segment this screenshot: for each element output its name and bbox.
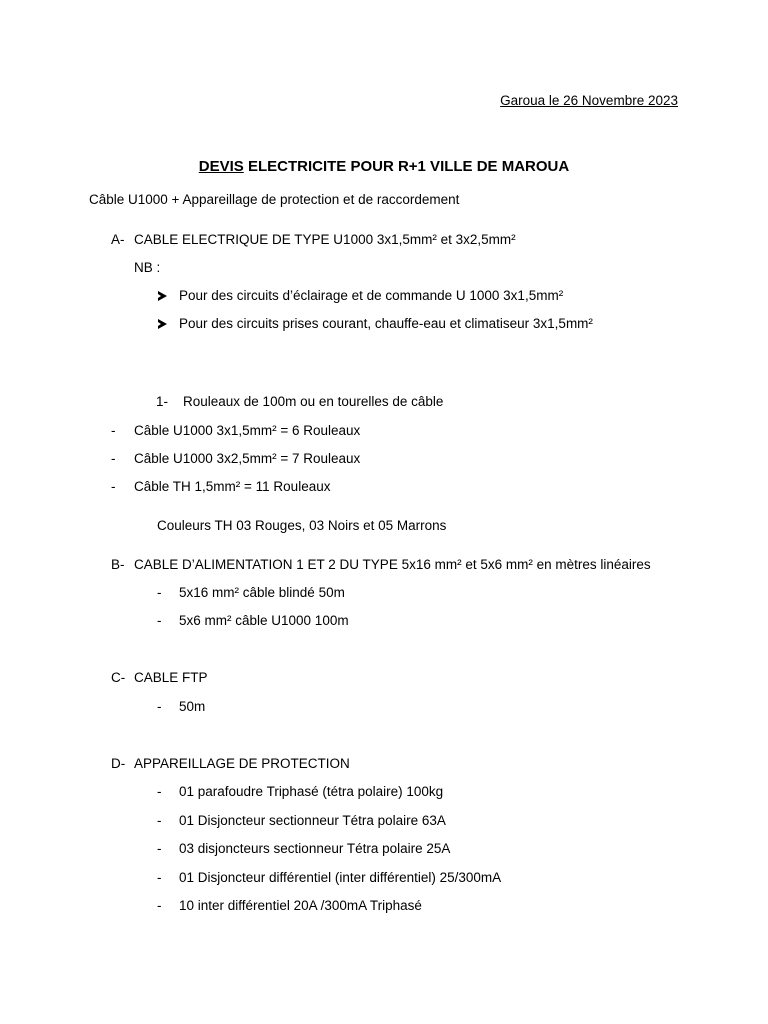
- dash-marker: -: [157, 613, 162, 628]
- dash-marker: -: [157, 898, 162, 913]
- subsection-1-marker: 1-: [156, 394, 169, 409]
- list-item: 10 inter différentiel 20A /300mA Triphasé: [179, 898, 422, 913]
- dash-marker: -: [157, 813, 162, 828]
- section-b-heading: CABLE D’ALIMENTATION 1 ET 2 DU TYPE 5x16 mm² et 5x6 mm² en mètres linéaires: [134, 557, 651, 572]
- section-a-bullet: Pour des circuits prises courant, chauffe-eau et climatiseur 3x1,5mm²: [179, 316, 593, 331]
- section-a-bullet: Pour des circuits d’éclairage et de commande U 1000 3x1,5mm²: [179, 288, 564, 303]
- dash-marker: -: [157, 699, 162, 714]
- list-item: Câble U1000 3x2,5mm² = 7 Rouleaux: [134, 451, 361, 466]
- section-d-marker: D-: [111, 756, 126, 771]
- list-item: 50m: [179, 699, 206, 714]
- list-item: 03 disjoncteurs sectionneur Tétra polaire 25A: [179, 841, 451, 856]
- list-item: 01 parafoudre Triphasé (tétra polaire) 100kg: [179, 784, 444, 799]
- list-item: 5x16 mm² câble blindé 50m: [179, 585, 345, 600]
- dash-marker: -: [157, 841, 162, 856]
- list-item: 01 Disjoncteur sectionneur Tétra polaire 63A: [179, 813, 446, 828]
- arrow-bullet-icon: [158, 319, 167, 329]
- section-b-marker: B-: [111, 557, 125, 572]
- section-c-marker: C-: [111, 670, 126, 685]
- dash-marker: -: [111, 423, 116, 438]
- title-underlined-word: DEVIS: [198, 158, 244, 175]
- document-subtitle: Câble U1000 + Appareillage de protection et de raccordement: [89, 192, 460, 207]
- title-rest: ELECTRICITE POUR R+1 VILLE DE MAROUA: [243, 158, 570, 175]
- document-title: [0, 159, 768, 175]
- dash-marker: -: [111, 451, 116, 466]
- section-a-nb: NB :: [134, 260, 161, 275]
- colors-note: Couleurs TH 03 Rouges, 03 Noirs et 05 Marrons: [157, 518, 447, 533]
- dash-marker: -: [157, 870, 162, 885]
- section-d-heading: APPAREILLAGE DE PROTECTION: [134, 756, 350, 771]
- dash-marker: -: [157, 784, 162, 799]
- arrow-bullet-icon: [158, 291, 167, 301]
- section-a-marker: A-: [111, 232, 125, 247]
- list-item: Câble U1000 3x1,5mm² = 6 Rouleaux: [134, 423, 361, 438]
- section-a-heading: CABLE ELECTRIQUE DE TYPE U1000 3x1,5mm² et 3x2,5mm²: [134, 232, 516, 247]
- dash-marker: -: [111, 479, 116, 494]
- subsection-1-heading: Rouleaux de 100m ou en tourelles de câble: [183, 394, 444, 409]
- section-c-heading: CABLE FTP: [134, 670, 208, 685]
- list-item: 5x6 mm² câble U1000 100m: [179, 613, 349, 628]
- dash-marker: -: [157, 585, 162, 600]
- document-date: Garoua le 26 Novembre 2023: [500, 93, 678, 108]
- list-item: 01 Disjoncteur différentiel (inter différentiel) 25/300mA: [179, 870, 502, 885]
- list-item: Câble TH 1,5mm² = 11 Rouleaux: [134, 479, 331, 494]
